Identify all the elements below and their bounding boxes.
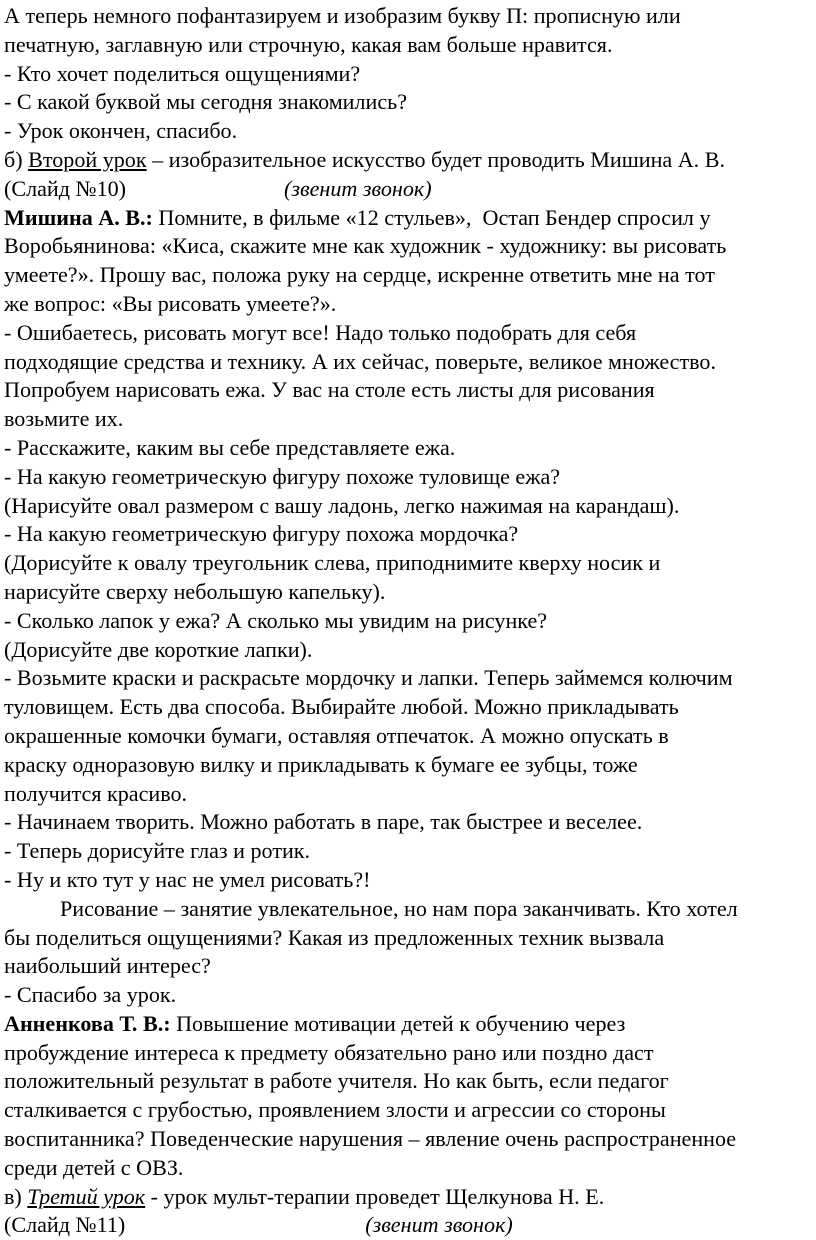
text-line: возьмите их. — [4, 406, 124, 432]
text-line: подходящие средства и технику. А их сейчас, поверьте, великое множество. — [4, 348, 716, 374]
text-line: - Теперь дорисуйте глаз и ротик. — [4, 838, 311, 864]
bell-note: (звенит звонок) — [284, 175, 432, 201]
second-lesson-line — [4, 146, 816, 175]
text-line: - Ну и кто тут у нас не умел рисовать?! — [4, 866, 371, 892]
text-line: положительный результат в работе учителя. Но как быть, если педагог — [4, 1068, 669, 1094]
text-line: - Ошибаетесь, рисовать могут все! Надо только подобрать для себя — [4, 319, 637, 345]
text-line: - Урок окончен, спасибо. — [4, 118, 238, 144]
speaker-name: Анненкова Т. В.: — [4, 1010, 171, 1036]
text-line: - Спасибо за урок. — [4, 982, 177, 1008]
slide-line — [4, 175, 816, 204]
third-lesson-title: Третий урок — [27, 1183, 146, 1209]
slide-line — [4, 1211, 816, 1240]
indented-paragraph-line — [4, 895, 816, 924]
text-line: краску одноразовую вилку и прикладывать к бумаге ее зубцы, тоже — [4, 751, 638, 777]
text-line: - Кто хочет поделиться ощущениями? — [4, 60, 361, 86]
text-line: умеете?». Прошу вас, положа руку на сердце, искренне ответить мне на тот — [4, 262, 715, 288]
text-line: наибольший интерес? — [4, 953, 211, 979]
text-line: Воробьянинова: «Киса, скажите мне как художник - художнику: вы рисовать — [4, 233, 727, 259]
text-line: - Расскажите, каким вы себе представляете ежа. — [4, 434, 456, 460]
text-line: же вопрос: «Вы рисовать умеете?». — [4, 290, 337, 316]
third-lesson-description: - урок мульт-терапии проведет Щелкунова Н. Е. — [145, 1183, 605, 1209]
text-line: - На какую геометрическую фигуру похожа мордочка? — [4, 521, 519, 547]
text-line: среди детей с ОВЗ. — [4, 1154, 184, 1180]
text-line: - Возьмите краски и раскрасьте мордочку и лапки. Теперь займемся колючим — [4, 665, 733, 691]
text-line: бы поделиться ощущениями? Какая из предложенных техник вызвала — [4, 924, 665, 950]
item-marker: б) — [4, 146, 29, 172]
paragraph-text: Рисование – занятие увлекательное, но нам пора заканчивать. Кто хотел — [60, 895, 738, 921]
text-line: - На какую геометрическую фигуру похоже туловище ежа? — [4, 463, 561, 489]
text-line: получится красиво. — [4, 780, 188, 806]
bell-note: (звенит звонок) — [365, 1212, 513, 1238]
text-line: - Начинаем творить. Можно работать в паре, так быстрее и веселее. — [4, 809, 643, 835]
speaker-line — [4, 1010, 816, 1039]
text-line: окрашенные комочки бумаги, оставляя отпечаток. А можно опускать в — [4, 722, 669, 748]
second-lesson-description: – изобразительное искусство будет проводить Мишина А. В. — [146, 146, 725, 172]
third-lesson-line — [4, 1183, 816, 1212]
speaker-line — [4, 204, 816, 233]
speech-text: Помните, в фильме «12 стульев», Остап Бендер спросил у — [152, 204, 711, 230]
text-line: (Нарисуйте овал размером с вашу ладонь, легко нажимая на карандаш). — [4, 492, 680, 518]
text-line: воспитанника? Поведенческие нарушения – явление очень распространенное — [4, 1126, 737, 1152]
text-line: печатную, заглавную или строчную, какая вам больше нравится. — [4, 31, 613, 57]
text-line: нарисуйте сверху небольшую капельку). — [4, 578, 386, 604]
text-line: (Дорисуйте две короткие лапки). — [4, 636, 313, 662]
text-line: сталкивается с грубостью, проявлением злости и агрессии со стороны — [4, 1097, 666, 1123]
text-line: (Дорисуйте к овалу треугольник слева, приподнимите кверху носик и — [4, 550, 661, 576]
text-line: А теперь немного пофантазируем и изобразим букву П: прописную или — [4, 3, 681, 28]
text-line: - Сколько лапок у ежа? А сколько мы увидим на рисунке? — [4, 607, 548, 633]
text-line: пробуждение интереса к предмету обязательно рано или поздно даст — [4, 1039, 654, 1065]
speech-text: Повышение мотивации детей к обучению через — [170, 1010, 626, 1036]
slide-label: (Слайд №10) — [4, 175, 127, 201]
slide-label: (Слайд №11) — [4, 1212, 126, 1238]
item-marker: в) — [4, 1183, 28, 1209]
second-lesson-title: Второй урок — [28, 146, 147, 172]
text-line: Попробуем нарисовать ежа. У вас на столе есть листы для рисования — [4, 377, 655, 403]
text-line: туловищем. Есть два способа. Выбирайте любой. Можно прикладывать — [4, 694, 679, 720]
text-line: - С какой буквой мы сегодня знакомились? — [4, 89, 408, 115]
speaker-name: Мишина А. В.: — [4, 204, 153, 230]
